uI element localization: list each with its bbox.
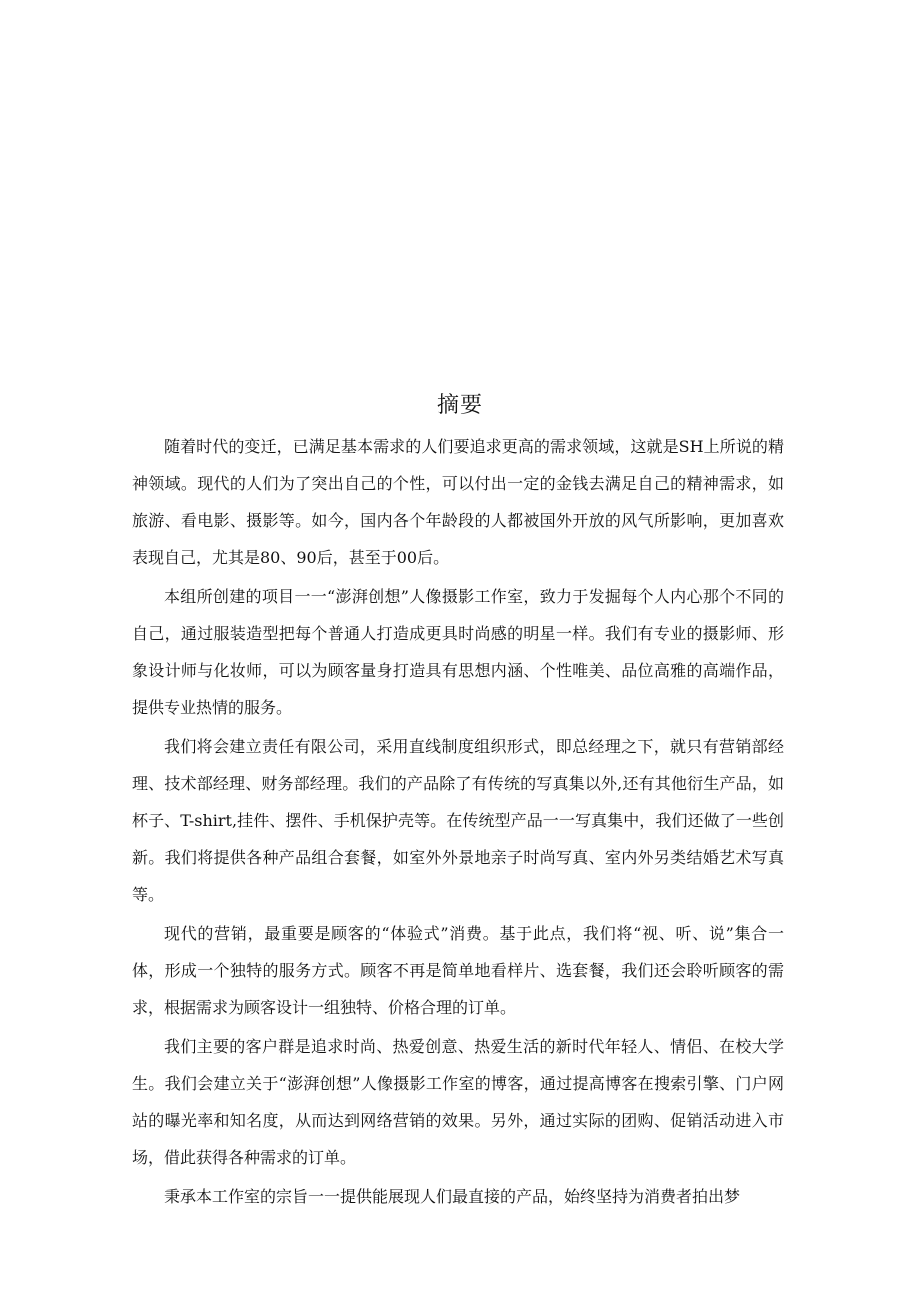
abstract-body (132, 428, 784, 1215)
paragraph-5: 我们主要的客户群是追求时尚、热爱创意、热爱生活的新时代年轻人、情侣、在校大学生。我们会建立关于“澎湃创想”人像摄影工作室的博客，通过提高博客在搜索引擎、门户网站的曝光率和知名度，从而达到网络营销的效果。另外，通过实际的团购、促销活动进入市场，借此获得各种需求的订单。 (132, 1037, 784, 1167)
paragraph-3: 我们将会建立责任有限公司，采用直线制度组织形式，即总经理之下，就只有营销部经理、技术部经理、财务部经理。我们的产品除了有传统的写真集以外,还有其他衍生产品，如杯子、T-shirt,挂件、摆件、手机保护壳等。在传统型产品一一写真集中，我们还做了一些创新。我们将提供各种产品组合套餐，如室外外景地亲子时尚写真、室内外另类结婚艺术写真等。 (132, 737, 784, 904)
paragraph-6: 秉承本工作室的宗旨一一提供能展现人们最直接的产品，始终坚持为消费者拍出梦 (164, 1187, 741, 1206)
paragraph-1: 随着时代的变迁，已满足基本需求的人们要追求更高的需求领域，这就是SH上所说的精神领域。现代的人们为了突出自己的个性，可以付出一定的金钱去满足自己的精神需求，如旅游、看电影、摄影等。如今，国内各个年龄段的人都被国外开放的风气所影响，更加喜欢表现自己，尤其是80、90后，甚至于00后。 (132, 437, 784, 567)
page-title: 摘要 (436, 393, 483, 418)
paragraph-2: 本组所创建的项目一一“澎湃创想”人像摄影工作室，致力于发掘每个人内心那个不同的自己，通过服装造型把每个普通人打造成更具时尚感的明星一样。我们有专业的摄影师、形象设计师与化妆师，可以为顾客量身打造具有思想内涵、个性唯美、品位高雅的高端作品，提供专业热情的服务。 (132, 587, 784, 717)
paragraph-4: 现代的营销，最重要是顾客的“体验式”消费。基于此点，我们将“视、听、说”集合一体，形成一个独特的服务方式。顾客不再是简单地看样片、选套餐，我们还会聆听顾客的需求，根据需求为顾客设计一组独特、价格合理的订单。 (132, 924, 784, 1017)
